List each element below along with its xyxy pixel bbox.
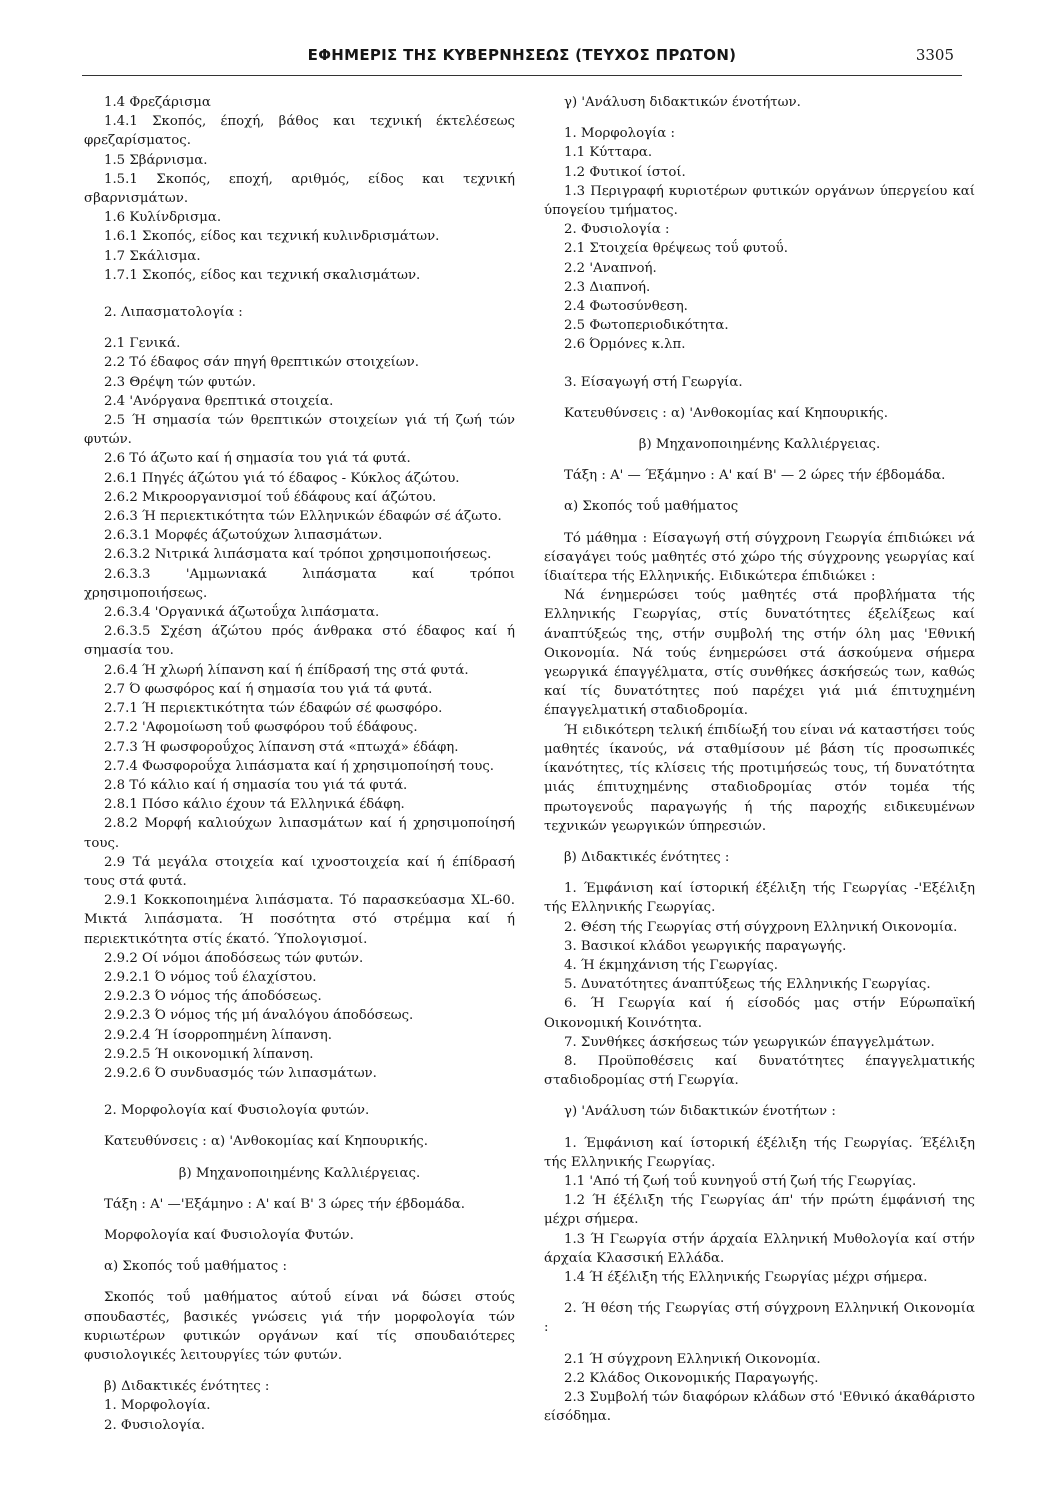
list-item: 2.8.2 Μορφή καλιούχων λιπασμάτων καί ή χρησιμοποίησή τους. xyxy=(84,816,515,851)
list-item: 1.3 Περιγραφή κυριοτέρων φυτικών οργάνων ύπεργείου καί ύπογείου τμήματος. xyxy=(544,183,975,219)
list-item: 2. Ή θέση τής Γεωργίας στή σύγχρονη Ελληνική Οικονομία : xyxy=(544,1301,975,1336)
list-item: 1.6.1 Σκοπός, είδος και τεχνική κυλινδρισμάτων. xyxy=(104,229,440,245)
list-item: 2.9.1 Κοκκοποιημένα λιπάσματα. Τό παρασκεύασμα XL-60. Μικτά λιπάσματα. Ή ποσότητα στό στρέμμα καί ή περιεκτικότητα στίς έκατό. Ύπολογισμοί. xyxy=(84,893,515,947)
list-item: 2.9.2.1 Ό νόμος τοΰ έλαχίστου. xyxy=(104,969,317,985)
list-item: 2.4 Φωτοσύνθεση. xyxy=(564,299,688,315)
gazette-title: ΕΦΗΜΕΡΙΣ ΤΗΣ ΚΥΒΕΡΝΗΣΕΩΣ (ΤΕΥΧΟΣ ΠΡΩΤΟΝ) xyxy=(307,46,737,64)
list-item: 1.2 Φυτικοί ίστοί. xyxy=(564,164,686,180)
list-item: 1.7 Σκάλισμα. xyxy=(104,248,201,264)
list-item: 2.9.2 Οί νόμοι άποδόσεως τών φυτών. xyxy=(104,950,364,966)
list-item: 2.9.2.5 Ή οικονομική λίπανση. xyxy=(104,1046,314,1062)
list-item: 2.9.2.6 Ό συνδυασμός τών λιπασμάτων. xyxy=(104,1065,377,1081)
list-item: 2.6.1 Πηγές άζώτου γιά τό έδαφος - Κύκλος άζώτου. xyxy=(104,470,460,486)
class-line: Τάξη : Α' —'Εξάμηνο : Α' καί Β' 3 ώρες τήν έβδομάδα. xyxy=(104,1196,465,1212)
paragraph: Ή ειδικότερη τελική έπιδίωξή του είναι νά καταστήσει τούς μαθητές ίκανούς, νά σταθμίσουν μέ βάση τίς προσωπικές ίκανότητες, τίς κλίσεις τής προτιμήσεώς τους, τή δυνατότητα μιάς έπιτυχημένης σταδιοδρομίας στόν τομέα τής πρωτογενοΰς παραγωγής ή τής παροχής ειδικευμένων τεχνικών γεωργικών ύπηρεσιών. xyxy=(544,722,975,834)
list-item: 1.3 Ή Γεωργία στήν άρχαία Ελληνική Μυθολογία καί στήν άρχαία Κλασσική Ελλάδα. xyxy=(544,1231,975,1266)
section-heading: 3. Είσαγωγή στή Γεωργία. xyxy=(564,374,743,390)
list-item: 2.1 Ή σύγχρονη Ελληνική Οικονομία. xyxy=(564,1351,821,1367)
page-header xyxy=(82,46,962,72)
list-item: 2.7.4 Φωσφοροΰχα λιπάσματα καί ή χρησιμοποίησή τους. xyxy=(104,758,494,774)
list-item: 1.5 Σβάρνισμα. xyxy=(104,152,208,168)
subsection-heading: α) Σκοπός τοΰ μαθήματος xyxy=(564,499,739,515)
list-item: 1. Μορφολογία : xyxy=(564,126,675,142)
list-item: 2.8.1 Πόσο κάλιο έχουν τά Ελληνικά έδάφη. xyxy=(104,797,405,813)
list-item: 2.9.2.3 Ό νόμος τής άποδόσεως. xyxy=(104,989,322,1005)
list-item: 2.7.3 Ή φωσφοροΰχος λίπανση στά «πτωχά» έδάφη. xyxy=(104,739,459,755)
left-column xyxy=(84,93,515,1435)
subsection-heading: γ) 'Ανάλυση τών διδακτικών ένοτήτων : xyxy=(564,1104,836,1120)
directions-line: Κατευθύνσεις : α) 'Ανθοκομίας καί Κηπουρικής. xyxy=(104,1134,428,1150)
paragraph: Τό μάθημα : Είσαγωγή στή σύγχρονη Γεωργία έπιδιώκει νά είσαγάγει τούς μαθητές στό χώρο τής σύγχρονης γεωργίας καί ίδιαίτερα τής Ελληνικής. Ειδικώτερα έπιδιώκει : xyxy=(544,530,975,585)
list-item: 2.6.3.4 'Οργανικά άζωτοΰχα λιπάσματα. xyxy=(104,605,380,621)
list-item: 2.6 Όρμόνες κ.λπ. xyxy=(564,337,686,353)
list-item: 1.5.1 Σκοπός, εποχή, αριθμός, είδος και τεχνική σβαρνισμάτων. xyxy=(84,171,515,207)
list-item: 2.7 Ό φωσφόρος καί ή σημασία του γιά τά φυτά. xyxy=(104,681,433,697)
list-item: 6. Ή Γεωργία καί ή είσοδός μας στήν Εύρωπαϊκή Οικονομική Κοινότητα. xyxy=(544,996,975,1031)
list-item: 4. Ή έκμηχάνιση τής Γεωργίας. xyxy=(564,957,778,973)
list-item: 2.6 Τό άζωτο καί ή σημασία του γιά τά φυτά. xyxy=(104,451,411,467)
list-item: 1.2 Ή έξέλιξη τής Γεωργίας άπ' τήν πρώτη έμφάνισή της μέχρι σήμερα. xyxy=(544,1193,975,1228)
list-item: 2.6.3.2 Νιτρικά λιπάσματα καί τρόποι χρησιμοποιήσεως. xyxy=(104,547,492,563)
header-rule xyxy=(82,75,962,76)
directions-line: β) Μηχανοποιημένης Καλλιέργειας. xyxy=(178,1165,421,1181)
subject-title: Μορφολογία καί Φυσιολογία Φυτών. xyxy=(104,1227,354,1243)
list-item: 2.2 Τό έδαφος σάν πηγή θρεπτικών στοιχείων. xyxy=(104,355,419,371)
list-item: 2.7.2 'Αφομοίωση τοΰ φωσφόρου τοΰ έδάφους. xyxy=(104,720,418,736)
list-item: 2.1 Γενικά. xyxy=(104,336,181,352)
list-item: 3. Βασικοί κλάδοι γεωργικής παραγωγής. xyxy=(564,938,847,954)
list-item: 2. Φυσιολογία : xyxy=(564,222,670,238)
list-item: 2.7.1 Ή περιεκτικότητα τών έδαφών σέ φωσφόρο. xyxy=(104,701,443,717)
section-heading: 2. Μορφολογία καί Φυσιολογία φυτών. xyxy=(104,1103,370,1119)
list-item: 7. Συνθήκες άσκήσεως τών γεωργικών έπαγγελμάτων. xyxy=(564,1034,935,1050)
page-number: 3305 xyxy=(915,46,954,64)
list-item: 2.3 Διαπνοή. xyxy=(564,279,651,295)
list-item: 2.6.3.1 Μορφές άζωτούχων λιπασμάτων. xyxy=(104,528,383,544)
subsection-heading: β) Διδακτικές ένότητες : xyxy=(104,1379,270,1395)
list-item: 2. Θέση τής Γεωργίας στή σύγχρονη Ελληνική Οικονομία. xyxy=(564,919,958,935)
list-item: 2.2 'Αναπνοή. xyxy=(564,260,657,276)
list-item: 1.4 Ή έξέλιξη τής Ελληνικής Γεωργίας μέχρι σήμερα. xyxy=(564,1269,928,1285)
list-item: 1. Μορφολογία. xyxy=(104,1398,211,1414)
right-column xyxy=(544,93,975,1426)
list-item: 1.7.1 Σκοπός, είδος και τεχνική σκαλισμάτων. xyxy=(104,267,421,283)
list-item: 1.4.1 Σκοπός, έποχή, βάθος και τεχνική έκτελέσεως φρεζαρίσματος. xyxy=(84,114,515,149)
list-item: 2.6.4 Ή χλωρή λίπανση καί ή έπίδρασή της στά φυτά. xyxy=(104,662,469,678)
list-item: 2.9.2.4 Ή ίσορροπημένη λίπανση. xyxy=(104,1027,332,1043)
subsection-heading: β) Διδακτικές ένότητες : xyxy=(564,849,730,865)
subsection-heading: α) Σκοπός τοΰ μαθήματος : xyxy=(104,1259,287,1275)
list-item: 2.3 Θρέψη τών φυτών. xyxy=(104,374,257,390)
list-item: 1.1 Κύτταρα. xyxy=(564,145,653,161)
list-item: 1.1 'Από τή ζωή τοΰ κυνηγοΰ στή ζωή τής Γεωργίας. xyxy=(564,1173,917,1189)
list-item: 2.5 Φωτοπεριοδικότητα. xyxy=(564,318,729,334)
list-item: 1. Έμφάνιση καί ίστορική έξέλιξη τής Γεωργίας. Έξέλιξη τής Ελληνικής Γεωργίας. xyxy=(544,1135,975,1170)
list-item: 2.1 Στοιχεία θρέψεως τοΰ φυτοΰ. xyxy=(564,241,788,257)
list-item: 2.9.2.3 Ό νόμος τής μή άναλόγου άποδόσεως. xyxy=(104,1008,414,1024)
list-item: 2.6.3.3 'Αμμωνιακά λιπάσματα καί τρόποι χρησιμοποιήσεως. xyxy=(84,566,515,601)
list-item: 2.4 'Ανόργανα θρεπτικά στοιχεία. xyxy=(104,393,334,409)
list-item: 1. Έμφάνιση καί ίστορική έξέλιξη τής Γεωργίας -'Εξέλιξη τής Ελληνικής Γεωργίας. xyxy=(544,881,975,916)
list-item: 1.4 Φρεζάρισμα xyxy=(104,95,211,110)
list-item: 2.6.2 Μικροοργανισμοί τοΰ έδάφους καί άζώτου. xyxy=(104,489,437,505)
directions-line: Κατευθύνσεις : α) 'Ανθοκομίας καί Κηπουρικής. xyxy=(564,405,888,421)
list-item: 2. Φυσιολογία. xyxy=(104,1417,205,1433)
subsection-heading: γ) 'Ανάλυση διδακτικών ένοτήτων. xyxy=(564,95,801,110)
list-item: 1.6 Κυλίνδρισμα. xyxy=(104,210,222,226)
paragraph: Σκοπός τοΰ μαθήματος αύτοΰ είναι νά δώσει στούς σπουδαστές, βασικές γνώσεις γιά τήν μορφολογία τών κυριωτέρων φυτικών οργάνων καί τίς σπουδαιότερες φυσιολογικές λειτουργίες τών φυτών. xyxy=(84,1290,515,1363)
section-heading: 2. Λιπασματολογία : xyxy=(104,305,243,321)
list-item: 2.8 Τό κάλιο καί ή σημασία του γιά τά φυτά. xyxy=(104,777,408,793)
list-item: 2.5 Ή σημασία τών θρεπτικών στοιχείων γιά τή ζωή τών φυτών. xyxy=(84,413,515,448)
paragraph: Νά ένημερώσει τούς μαθητές στά προβλήματα τής Ελληνικής Γεωργίας, στίς δυνατότητες έξελίξεως καί άναπτύξεώς της, στήν συμβολή της στήν όλη μας 'Εθνική Οικονομία. Νά τούς ένημερώσει στά άσκούμενα σήμερα γεωργικά έπαγγέλματα, στίς συνθήκες άσκήσεώς των, καθώς καί τίς δυνατότητες πού παρέχει γιά μιά έπιτυχημένη έπαγγελματική σταδιοδρομία. xyxy=(544,588,975,719)
list-item: 2.3 Συμβολή τών διαφόρων κλάδων στό 'Εθνικό άκαθάριστο είσόδημα. xyxy=(544,1389,975,1425)
class-line: Τάξη : Α' — Έξάμηνο : Α' καί Β' — 2 ώρες τήν έβδομάδα. xyxy=(564,468,946,484)
list-item: 8. Προϋποθέσεις καί δυνατότητες έπαγγελματικής σταδιοδρομίας στή Γεωργία. xyxy=(544,1053,975,1089)
list-item: 2.2 Κλάδος Οικονομικής Παραγωγής. xyxy=(564,1370,819,1386)
list-item: 2.6.3.5 Σχέση άζώτου πρός άνθρακα στό έδαφος καί ή σημασία του. xyxy=(84,624,515,659)
list-item: 5. Δυνατότητες άναπτύξεως τής Ελληνικής Γεωργίας. xyxy=(564,977,931,993)
list-item: 2.9 Τά μεγάλα στοιχεία καί ιχνοστοιχεία καί ή έπίδρασή τους στά φυτά. xyxy=(84,854,515,889)
list-item: 2.6.3 Ή περιεκτικότητα τών Ελληνικών έδαφών σέ άζωτο. xyxy=(104,509,502,525)
directions-line: β) Μηχανοποιημένης Καλλιέργειας. xyxy=(638,437,881,453)
